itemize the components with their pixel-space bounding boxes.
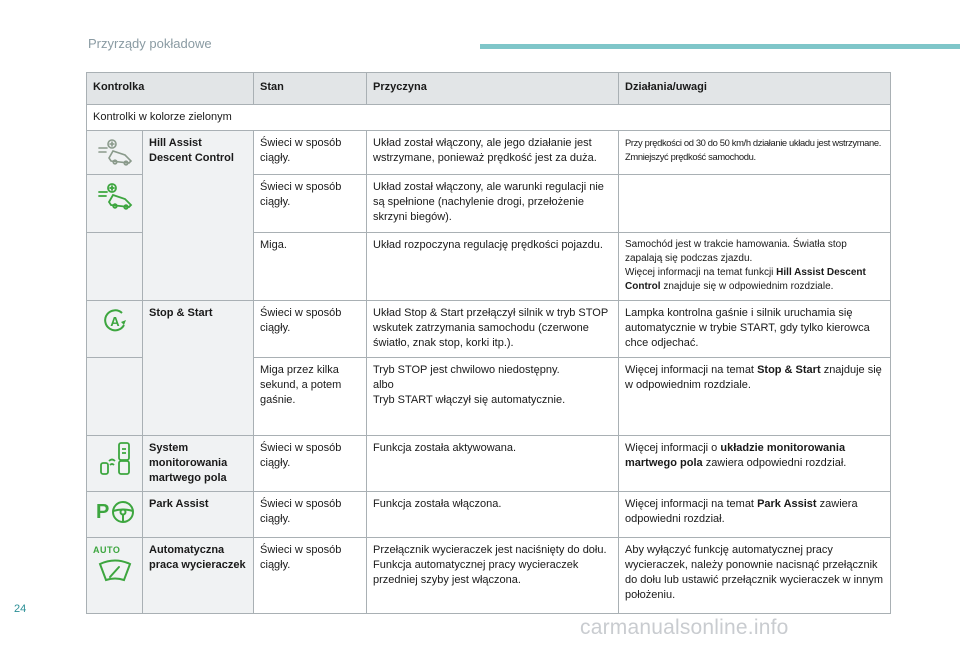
wipers-cause-a: Przełącznik wycieraczek jest naciśnięty do dołu. (373, 544, 607, 556)
ss-state-1: Świeci w sposób ciągły. (254, 301, 367, 358)
pa-state: Świeci w sposób ciągły. (254, 492, 367, 538)
wipers-action: Aby wyłączyć funkcję automatycznej pracy wycieraczek, należy ponownie nacisnąć przełącznik do dołu lub ustawić przełącznik wycieraczek w innym położeniu. (619, 538, 891, 614)
pa-cause: Funkcja została włączona. (367, 492, 619, 538)
warning-lights-table (86, 72, 891, 614)
table-header-row (87, 73, 891, 105)
ss-cause-2a: Tryb STOP jest chwilowo niedostępny. (373, 364, 560, 376)
stop-start-icon (100, 306, 130, 336)
blind-spot-name: System monitorowania martwego pola (143, 436, 254, 492)
header-accent-bar (480, 44, 960, 49)
ss-action-2a: Więcej informacji na temat (625, 364, 754, 376)
column-header-kontrolka: Kontrolka (87, 73, 254, 105)
table-row (87, 492, 891, 538)
park-assist-icon (94, 497, 136, 527)
svg-text:P: P (95, 501, 109, 523)
table-row (87, 538, 891, 614)
hill-cause-2: Układ został włączony, ale warunki regulacji nie są spełnione (nachylenie drogi, przełożenie skrzyni biegów). (367, 175, 619, 233)
page-number: 24 (14, 603, 27, 615)
icon-cell (87, 175, 143, 233)
pa-action-bold: Park Assist (757, 498, 817, 510)
column-header-stan: Stan (254, 73, 367, 105)
bs-action (619, 436, 891, 492)
ss-cause-2b: albo (373, 379, 394, 391)
icon-cell (87, 436, 143, 492)
hill-state-3: Miga. (254, 233, 367, 301)
hill-action-3-more: Więcej informacji na temat funkcji (625, 267, 774, 278)
ss-cause-2 (367, 358, 619, 436)
wipers-cause-b: Funkcja automatycznej pracy wycieraczek przedniej szyby jest włączona. (373, 559, 579, 586)
hill-action-3-tail: znajduje się w odpowiednim rozdziale. (663, 281, 834, 292)
hill-action-2-empty (619, 175, 891, 233)
park-assist-name: Park Assist (143, 492, 254, 538)
blind-spot-monitoring-icon (95, 441, 135, 477)
bs-action-bold: układzie monitorowania martwego pola (625, 442, 846, 469)
ss-action-2-bold: Stop & Start (757, 364, 821, 376)
hill-cause-3: Układ rozpoczyna regulację prędkości pojazdu. (367, 233, 619, 301)
ss-cause-2c: Tryb START włączył się automatycznie. (373, 394, 566, 406)
hill-descent-speed-warning-icon (95, 136, 135, 166)
chapter-title: Przyrządy pokładowe (88, 36, 212, 51)
wipers-state: Świeci w sposób ciągły. (254, 538, 367, 614)
hill-descent-icon (95, 180, 135, 210)
section-row (87, 105, 891, 131)
hill-action-3 (619, 233, 891, 301)
bs-state: Świeci w sposób ciągły. (254, 436, 367, 492)
ss-action-2c: znajduje się w odpowiednim rozdziale. (625, 364, 882, 391)
hill-state-2: Świeci w sposób ciągły. (254, 175, 367, 233)
column-header-dzialania: Działania/uwagi (619, 73, 891, 105)
hill-state-1: Świeci w sposób ciągły. (254, 131, 367, 175)
wipers-name: Automatyczna praca wycieraczek (143, 538, 254, 614)
ss-cause-1: Układ Stop & Start przełączył silnik w tryb STOP wskutek zatrzymania samochodu (czerwone światło, znak stop, korki itp.). (367, 301, 619, 358)
icon-cell (87, 301, 143, 358)
pa-action-a: Więcej informacji na temat (625, 498, 754, 510)
ss-action-1: Lampka kontrolna gaśnie i silnik uruchamia się automatycznie w trybie START, gdy tylko kierowca chce odjechać. (619, 301, 891, 358)
icon-cell (87, 492, 143, 538)
stop-start-name: Stop & Start (143, 301, 254, 436)
hill-assist-name: Hill Assist Descent Control (143, 131, 254, 301)
column-header-przyczyna: Przyczyna (367, 73, 619, 105)
icon-cell (87, 358, 143, 436)
bs-action-a: Więcej informacji o (625, 442, 718, 454)
bs-cause: Funkcja została aktywowana. (367, 436, 619, 492)
section-label: Kontrolki w kolorze zielonym (87, 105, 891, 131)
wipers-cause (367, 538, 619, 614)
hill-action-3-text: Samochód jest w trakcie hamowania. Światła stop zapalają się podczas zjazdu. (625, 239, 847, 264)
hill-cause-1: Układ został włączony, ale jego działanie jest wstrzymane, ponieważ prędkość jest za duża. (367, 131, 619, 175)
table-row (87, 436, 891, 492)
icon-cell (87, 233, 143, 301)
table-row (87, 301, 891, 358)
icon-cell (87, 538, 143, 614)
ss-action-2 (619, 358, 891, 436)
table-row (87, 131, 891, 175)
auto-wipers-icon (97, 558, 133, 584)
bs-action-c: zawiera odpowiedni rozdział. (705, 457, 847, 469)
pa-action (619, 492, 891, 538)
watermark: carmanualsonline.info (580, 616, 789, 639)
svg-text:A: A (109, 314, 120, 329)
ss-state-2: Miga przez kilka sekund, a potem gaśnie. (254, 358, 367, 436)
auto-label: AUTO (93, 545, 121, 555)
hill-action-3-bold: Hill Assist Descent Control (625, 267, 866, 292)
hill-action-1: Przy prędkości od 30 do 50 km/h działanie układu jest wstrzymane. Zmniejszyć prędkość samochodu. (619, 131, 891, 175)
icon-cell (87, 131, 143, 175)
pa-action-c: zawiera odpowiedni rozdział. (625, 498, 858, 525)
